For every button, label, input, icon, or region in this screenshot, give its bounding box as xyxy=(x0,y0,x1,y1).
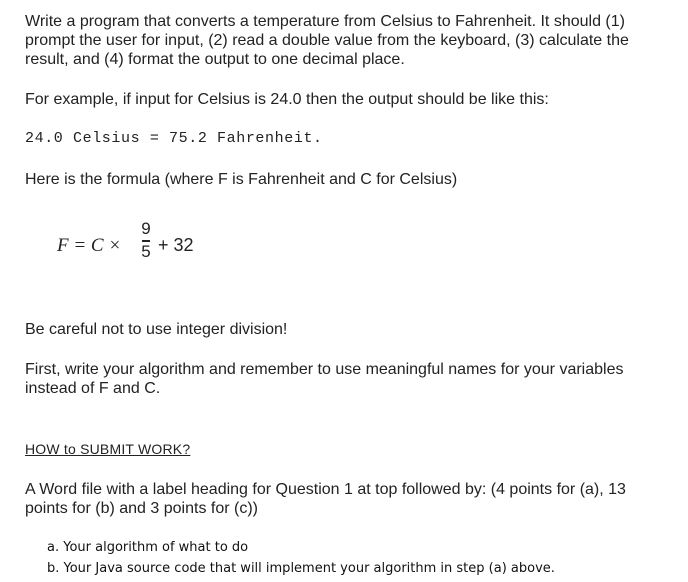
algorithm-note-line-2: instead of F and C. xyxy=(25,380,161,397)
submit-line-2: points for (b) and 3 points for (c)) xyxy=(25,500,258,517)
formula-fraction xyxy=(140,218,152,264)
intro-line-2: prompt the user for input, (2) read a double value from the keyboard, (3) calculate the xyxy=(25,32,629,49)
intro-line-1: Write a program that converts a temperature from Celsius to Fahrenheit. It should (1) xyxy=(25,13,625,30)
list-item-a: a. Your algorithm of what to do xyxy=(47,540,249,555)
example-lead: For example, if input for Celsius is 24.0 then the output should be like this: xyxy=(25,91,549,108)
fraction-numerator: 9 xyxy=(141,219,151,238)
fraction-denominator: 5 xyxy=(141,242,151,261)
submit-line-1: A Word file with a label heading for Question 1 at top followed by: (4 points for (a), 13 xyxy=(25,481,626,498)
algorithm-note-line-1: First, write your algorithm and remember to use meaningful names for your variables xyxy=(25,361,624,378)
formula-rhs: + 32 xyxy=(158,235,194,255)
integer-division-warning: Be careful not to use integer division! xyxy=(25,321,288,338)
list-item-b: b. Your Java source code that will implement your algorithm in step (a) above. xyxy=(47,561,555,576)
submit-heading: HOW to SUBMIT WORK? xyxy=(25,441,191,457)
formula-intro: Here is the formula (where F is Fahrenheit and C for Celsius) xyxy=(25,171,458,188)
intro-line-3: result, and (4) format the output to one decimal place. xyxy=(25,51,405,68)
formula-lhs: F = C × xyxy=(57,235,122,256)
sample-output: 24.0 Celsius = 75.2 Fahrenheit. xyxy=(25,130,323,147)
